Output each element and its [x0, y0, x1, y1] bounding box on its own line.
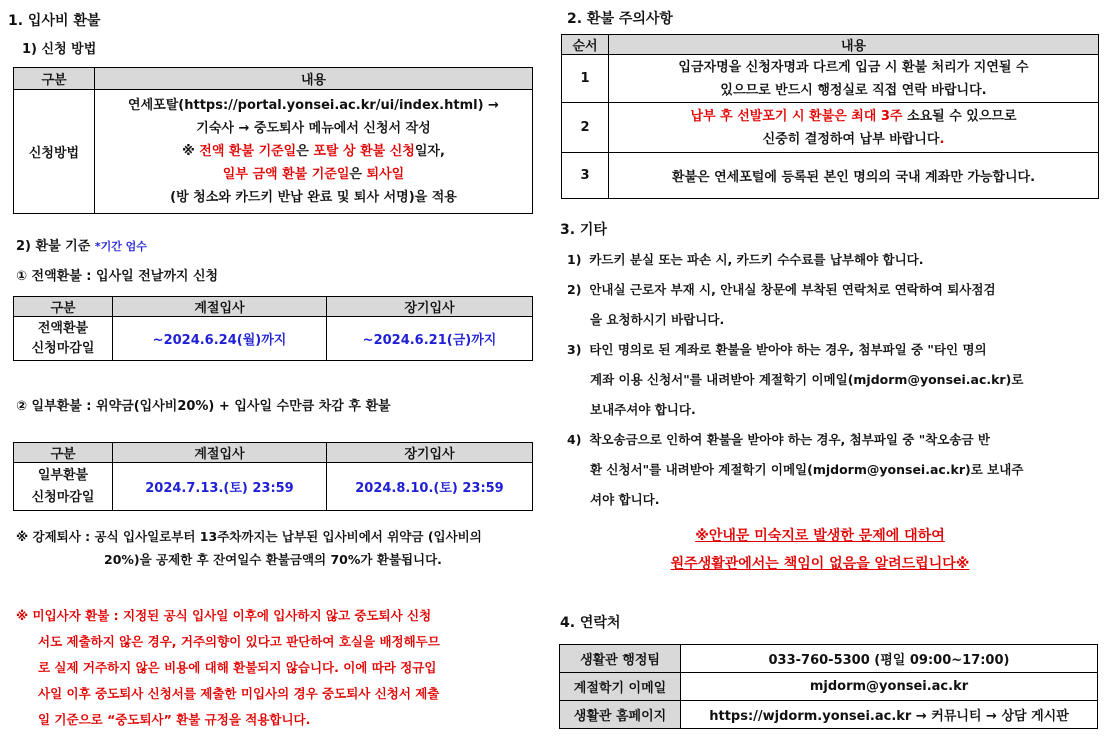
partial-refund-line: ② 일부환불 : 위약금(입사비20%) + 입사일 수만큼 차감 후 환불 [16, 399, 391, 414]
method-line-5: (방 청소와 카드키 반납 완료 및 퇴사 서명)을 적용 [170, 190, 457, 205]
method-line-4: 일부 금액 환불 기준일은 퇴사일 [222, 167, 405, 182]
contact-label-homepage: 생활관 홈페이지 [560, 701, 681, 729]
header-longterm: 장기입사 [327, 297, 533, 317]
header-category: 구분 [14, 443, 113, 463]
full-refund-longterm-deadline: ~2024.6.21(금)까지 [327, 317, 533, 361]
contact-table [559, 644, 1098, 729]
header-order: 순서 [562, 35, 609, 55]
disclaimer-warning: ※안내문 미숙지로 발생한 문제에 대하여 원주생활관에서는 책임이 없음을 알려드립니다※ [670, 528, 970, 572]
deadline-note: *기간 엄수 [94, 240, 147, 253]
header-category: 구분 [14, 297, 113, 317]
contact-value-office: 033-760-5300 (평일 09:00~17:00) [681, 645, 1098, 673]
section-3-title: 3. 기타 [560, 222, 607, 238]
header-longterm: 장기입사 [327, 443, 533, 463]
etc-item-2: 2) 안내실 근로자 부재 시, 안내실 창문에 부착된 연락처로 연락하여 퇴사점검 을 요청하시기 바랍니다. [567, 282, 996, 327]
etc-item-4: 4) 착오송금으로 인하여 환불을 받아야 하는 경우, 첨부파일 중 "착오송금 반 환 신청서"를 내려받아 계절학기 이메일(mjdorm@yonsei.ac.kr)로 보내주 셔야 합니다. [567, 432, 1024, 507]
full-refund-line: ① 전액환불 : 입사일 전날까지 신청 [16, 269, 219, 284]
contact-label-office: 생활관 행정팀 [560, 645, 681, 673]
contact-label-email: 계절학기 이메일 [560, 673, 681, 701]
refund-caution-table [561, 34, 1099, 199]
row-label-full-refund: 전액환불 신청마감일 [14, 317, 113, 361]
method-line-3: ※ 전액 환불 기준일은 포탈 상 환불 신청일자, [182, 144, 445, 159]
caution-2-text: 납부 후 선발포기 시 환불은 최대 3주 소요될 수 있으므로 신중히 결정하여 납부 바랍니다. [609, 103, 1099, 153]
forced-exit-note: ※ 강제퇴사 : 공식 입사일로부터 13주차까지는 납부된 입사비에서 위약금 (입사비의 20%)을 공제한 후 잔여일수 환불금액의 70%가 환불됩니다. [16, 529, 482, 567]
caution-3-number: 3 [562, 153, 609, 199]
method-line-1: 연세포탈(https://portal.yonsei.ac.kr/ui/index.html) → [128, 98, 499, 113]
section-1-title: 1. 입사비 환불 [8, 13, 101, 29]
etc-list [567, 245, 1097, 515]
header-content: 내용 [609, 35, 1099, 55]
header-category: 구분 [14, 68, 95, 90]
header-season: 계절입사 [113, 443, 327, 463]
row-label-application: 신청방법 [14, 90, 95, 214]
partial-refund-table [13, 442, 533, 511]
header-season: 계절입사 [113, 297, 327, 317]
refund-criteria-title: 2) 환불 기준 *기간 엄수 [16, 239, 147, 254]
partial-refund-season-deadline: 2024.7.13.(토) 23:59 [113, 463, 327, 511]
section-4-title: 4. 연락처 [560, 615, 621, 631]
caution-1-text: 입금자명을 신청자명과 다르게 입금 시 환불 처리가 지연될 수 있으므로 반드시 행정실로 직접 연락 바랍니다. [609, 55, 1099, 103]
etc-item-3: 3) 타인 명의로 된 계좌로 환불을 받아야 하는 경우, 첨부파일 중 "타인 명의 계좌 이용 신청서"를 내려받아 계절학기 이메일(mjdorm@yonsei.ac.kr)로 보내주셔야 합니다. [567, 342, 1024, 417]
contact-value-email[interactable]: mjdorm@yonsei.ac.kr [681, 673, 1098, 701]
etc-item-1: 1) 카드키 분실 또는 파손 시, 카드키 수수료를 납부해야 합니다. [567, 252, 924, 267]
header-content: 내용 [95, 68, 533, 90]
caution-2-number: 2 [562, 103, 609, 153]
partial-refund-longterm-deadline: 2024.8.10.(토) 23:59 [327, 463, 533, 511]
section-2-title: 2. 환불 주의사항 [567, 11, 673, 27]
caution-3-text: 환불은 연세포털에 등록된 본인 명의의 국내 계좌만 가능합니다. [609, 153, 1099, 199]
full-refund-season-deadline: ~2024.6.24(월)까지 [113, 317, 327, 361]
caution-1-number: 1 [562, 55, 609, 103]
row-label-partial-refund: 일부환불 신청마감일 [14, 463, 113, 511]
method-line-2: 기숙사 → 중도퇴사 메뉴에서 신청서 작성 [196, 121, 431, 136]
full-refund-table [13, 296, 533, 361]
application-method-table [13, 67, 533, 214]
application-method-subtitle: 1) 신청 방법 [22, 42, 97, 57]
contact-value-homepage[interactable]: https://wjdorm.yonsei.ac.kr → 커뮤니티 → 상담 게시판 [681, 701, 1098, 729]
non-entry-refund-note: ※ 미입사자 환불 : 지정된 공식 입사일 이후에 입사하지 않고 중도퇴사 신청 서도 제출하지 않은 경우, 거주의향이 있다고 판단하여 호실을 배정해두므 로 실제 거주하지 않은 비용에 대해 환불되지 않습니다. 이에 따라 정규입 사일 이후 중도퇴사 신청서를 제출한 미입사의 경우 중도퇴사 신청서 제출 일 기준으로 “중도퇴사” 환불 규정을 적용합니다. [16, 608, 440, 727]
